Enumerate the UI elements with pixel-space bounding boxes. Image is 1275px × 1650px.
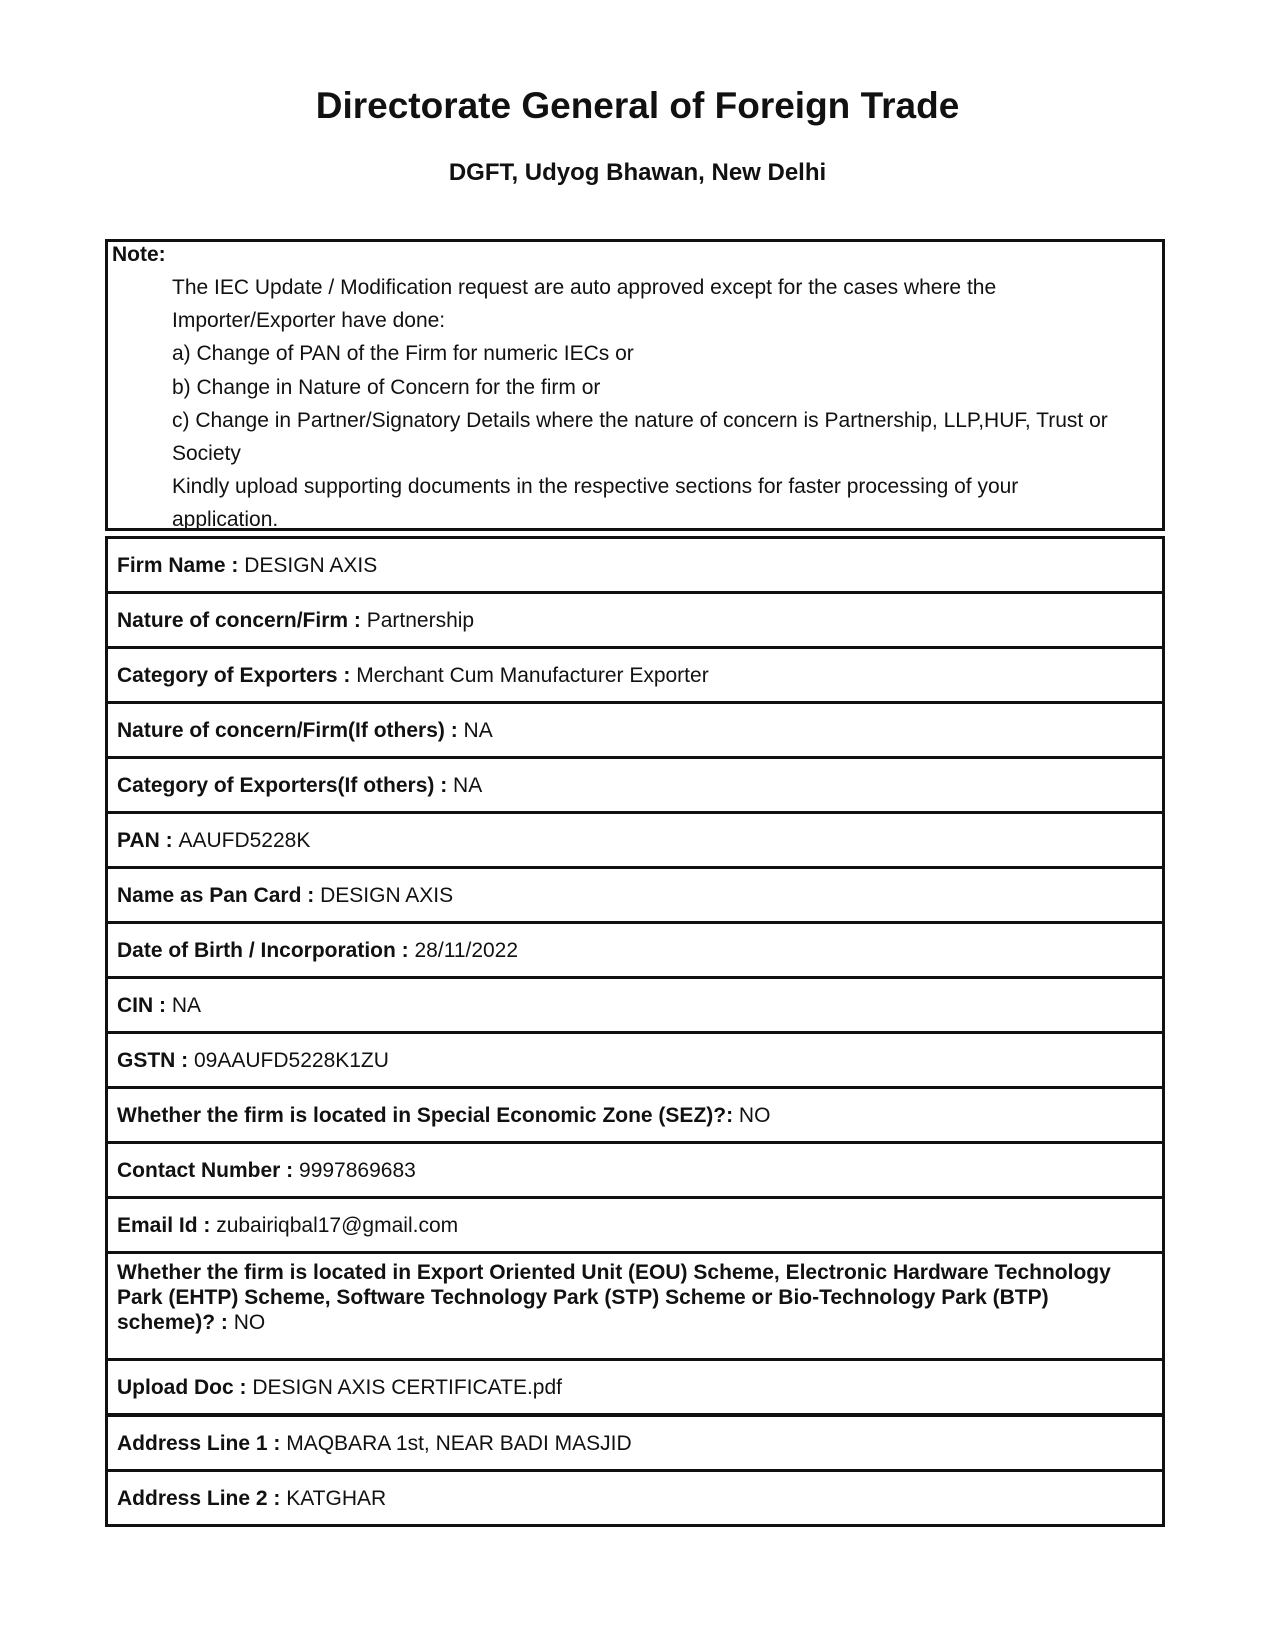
field-label: Upload Doc : — [117, 1375, 253, 1399]
field-value: DESIGN AXIS CERTIFICATE.pdf — [252, 1375, 562, 1399]
field-row-pan — [108, 814, 1162, 869]
note-line: Society — [172, 442, 241, 466]
field-label: PAN : — [117, 828, 179, 852]
field-value: 9997869683 — [299, 1158, 416, 1182]
firm-details-table — [105, 536, 1165, 1416]
field-value: 09AAUFD5228K1ZU — [194, 1048, 389, 1072]
field-row-nature-of-concern-others — [108, 704, 1162, 759]
field-label: Name as Pan Card : — [117, 883, 321, 907]
address-table — [105, 1414, 1165, 1527]
field-value: NA — [171, 993, 202, 1017]
field-label: Category of Exporters : — [117, 663, 357, 687]
field-label: Contact Number : — [117, 1158, 300, 1182]
field-row-contact-number — [108, 1144, 1162, 1199]
field-row-eou-scheme — [108, 1254, 1162, 1361]
field-row-address-line-1 — [108, 1417, 1162, 1472]
field-label: Category of Exporters(If others) : — [117, 773, 454, 797]
field-row-email — [108, 1199, 1162, 1254]
field-value: NA — [453, 773, 483, 797]
field-value: NA — [463, 718, 493, 742]
field-row-cin — [108, 979, 1162, 1034]
note-line: The IEC Update / Modification request are auto approved except for the cases where the — [172, 276, 997, 299]
note-label: Note: — [112, 243, 166, 266]
field-value: DESIGN AXIS — [320, 883, 454, 907]
field-label: Date of Birth / Incorporation : — [117, 938, 415, 962]
note-line: b) Change in Nature of Concern for the firm or — [172, 375, 601, 399]
field-row-upload-doc — [108, 1361, 1162, 1416]
note-box — [105, 239, 1165, 531]
field-value: NO — [233, 1311, 266, 1334]
field-value: NO — [738, 1103, 771, 1127]
note-line: Importer/Exporter have done: — [172, 309, 446, 333]
field-label: Email Id : — [117, 1213, 217, 1237]
field-value: Partnership — [366, 608, 475, 632]
field-row-date-of-birth — [108, 924, 1162, 979]
field-label: Address Line 2 : — [117, 1486, 287, 1510]
field-label: CIN : — [117, 993, 172, 1017]
field-text — [117, 1260, 1147, 1335]
field-value: KATGHAR — [286, 1486, 387, 1510]
page-title: Directorate General of Foreign Trade — [315, 85, 960, 126]
note-line: c) Change in Partner/Signatory Details where the nature of concern is Partnership, LLP,HUF, Trust or — [172, 408, 1108, 432]
field-label: Nature of concern/Firm : — [117, 608, 367, 632]
field-row-category-of-exporters — [108, 649, 1162, 704]
field-row-nature-of-concern — [108, 594, 1162, 649]
field-row-category-of-exporters-others — [108, 759, 1162, 814]
page-subtitle: DGFT, Udyog Bhawan, New Delhi — [448, 159, 827, 186]
note-line: Kindly upload supporting documents in the respective sections for faster processing of your — [172, 475, 1019, 499]
field-row-sez — [108, 1089, 1162, 1144]
field-row-name-as-pan-card — [108, 869, 1162, 924]
note-line: a) Change of PAN of the Firm for numeric IECs or — [172, 342, 634, 366]
field-value: Merchant Cum Manufacturer Exporter — [356, 663, 709, 687]
field-value: MAQBARA 1st, NEAR BADI MASJID — [286, 1431, 632, 1455]
field-label: Nature of concern/Firm(If others) : — [117, 718, 464, 742]
field-label: Whether the firm is located in Export Oriented Unit (EOU) Scheme, Electronic Hardware Technology Park (EHTP) Scheme, Software Technology Park (STP) Scheme or Bio-Technology Park (BTP) scheme)? : — [117, 1261, 1111, 1334]
field-row-firm-name — [108, 539, 1162, 594]
field-value: DESIGN AXIS — [244, 553, 378, 577]
note-line: application. — [172, 508, 279, 532]
field-label: Address Line 1 : — [117, 1431, 287, 1455]
field-value: 28/11/2022 — [414, 938, 519, 962]
field-row-address-line-2 — [108, 1472, 1162, 1527]
field-row-gstn — [108, 1034, 1162, 1089]
field-label: Whether the firm is located in Special Economic Zone (SEZ)?: — [117, 1103, 739, 1127]
field-value: AAUFD5228K — [178, 828, 311, 852]
note-text — [172, 271, 1162, 537]
field-value: zubairiqbal17@gmail.com — [216, 1213, 459, 1237]
field-label: Firm Name : — [117, 553, 245, 577]
field-label: GSTN : — [117, 1048, 194, 1072]
